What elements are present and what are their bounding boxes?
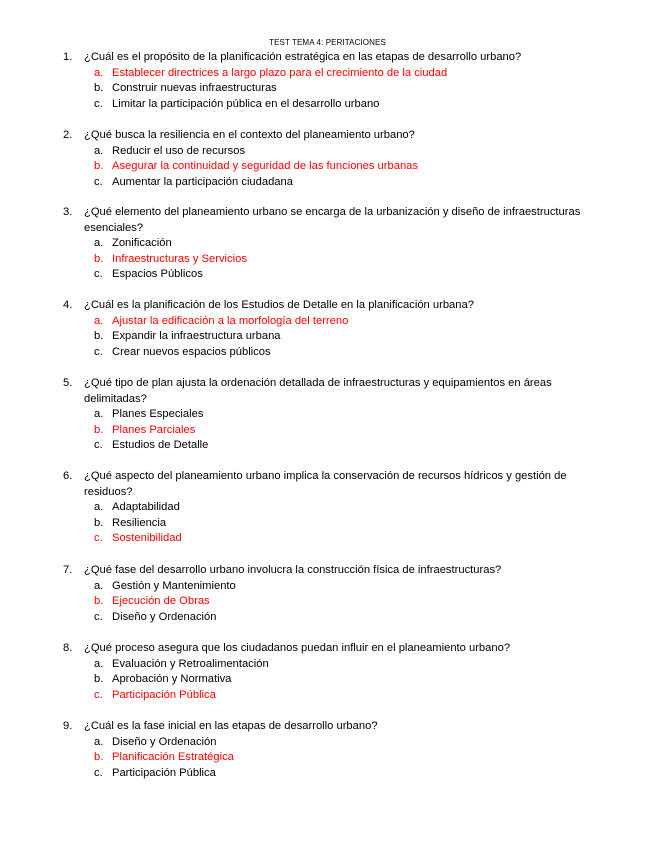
option-letter: b. [94,516,104,529]
option-letter: b. [94,252,104,265]
option-c [94,610,655,626]
question-7 [0,563,655,625]
question-3 [0,205,655,283]
option-letter: a. [94,657,104,670]
option-letter: c. [94,439,103,451]
option-text: Limitar la participación pública en el desarrollo urbano [112,97,380,110]
option-letter: a. [94,237,104,249]
question-number: 1. [63,51,73,63]
option-letter: b. [94,751,104,763]
question-text [63,50,614,66]
option-c [94,766,655,782]
question-number: 3. [63,206,73,218]
option-letter: b. [94,673,104,685]
option-text: Adaptabilidad [112,501,180,513]
option-text: Aumentar la participación ciudadana [112,175,293,188]
option-text: Diseño y Ordenación [112,610,217,623]
option-text: Aprobación y Normativa [112,673,232,685]
option-b [94,81,655,97]
option-letter: c. [94,97,103,110]
option-letter: a. [94,735,104,748]
option-text: Infraestructuras y Servicios [112,252,247,265]
option-text: Participación Pública [112,766,216,779]
option-a [94,407,655,423]
question-text [63,563,614,579]
option-text: Ajustar la edificación a la morfología del terreno [112,314,349,327]
question-label: ¿Cuál es la planificación de los Estudios de Detalle en la planificación urbana? [84,299,474,311]
option-a [94,66,655,82]
question-8 [0,641,655,703]
question-number: 8. [63,642,73,654]
option-letter: c. [94,175,103,188]
option-c [94,267,655,283]
question-text [63,128,614,144]
question-text [63,298,614,314]
option-text: Crear nuevos espacios públicos [112,345,271,358]
question-9 [0,719,655,781]
question-1 [0,50,655,112]
option-text: Ejecución de Obras [112,595,210,607]
option-letter: a. [94,408,104,420]
option-b [94,750,655,766]
option-letter: c. [94,532,103,544]
option-text: Planificación Estratégica [112,751,234,763]
option-letter: a. [94,501,104,513]
option-b [94,516,655,532]
document-title: TEST TEMA 4: PERITACIONES [269,38,386,47]
option-text: Sostenibilidad [112,532,182,544]
question-label: ¿Cuál es la fase inicial en las etapas de desarrollo urbano? [84,720,378,732]
option-text: Participación Pública [112,688,216,701]
question-4 [0,298,655,360]
option-b [94,672,655,688]
option-b [94,329,655,345]
option-text: Resiliencia [112,516,167,529]
option-c [94,688,655,704]
option-letter: a. [94,144,104,157]
question-label: ¿Qué elemento del planeamiento urbano se encarga de la urbanización y diseño de infraestructuras esenciales? [84,206,581,234]
option-text: Expandir la infraestructura urbana [112,330,281,342]
option-b [94,159,655,175]
option-text: Asegurar la continuidad y seguridad de las funciones urbanas [112,160,418,172]
option-letter: c. [94,610,103,623]
question-number: 7. [63,564,73,576]
question-6 [0,469,655,547]
option-letter: c. [94,688,103,701]
option-c [94,97,655,113]
question-text [63,641,614,657]
option-a [94,500,655,516]
question-number: 6. [63,470,73,482]
option-a [94,657,655,673]
option-letter: c. [94,766,103,779]
option-b [94,594,655,610]
option-c [94,345,655,361]
option-letter: c. [94,268,103,280]
option-letter: b. [94,82,104,94]
question-number: 4. [63,299,73,311]
option-letter: c. [94,345,103,358]
question-5 [0,376,655,454]
question-label: ¿Qué busca la resiliencia en el contexto del planeamiento urbano? [84,129,415,141]
option-letter: a. [94,314,104,327]
option-text: Construir nuevas infraestructuras [112,82,277,94]
option-text: Diseño y Ordenación [112,735,217,748]
question-label: ¿Qué proceso asegura que los ciudadanos puedan influir en el planeamiento urbano? [84,642,511,654]
option-text: Zonificación [112,237,172,249]
option-c [94,175,655,191]
option-c [94,531,655,547]
option-letter: b. [94,595,104,607]
option-a [94,314,655,330]
question-number: 9. [63,720,73,732]
option-letter: b. [94,160,104,172]
option-b [94,423,655,439]
option-a [94,236,655,252]
question-number: 2. [63,129,73,141]
option-a [94,735,655,751]
option-text: Reducir el uso de recursos [112,144,246,157]
option-letter: b. [94,423,104,436]
option-text: Gestión y Mantenimiento [112,579,236,592]
option-c [94,438,655,454]
question-label: ¿Qué tipo de plan ajusta la ordenación detallada de infraestructuras y equipamientos en áreas delimitadas? [84,377,552,405]
option-b [94,252,655,268]
option-text: Planes Parciales [112,423,196,436]
option-letter: a. [94,66,104,79]
question-2 [0,128,655,190]
question-label: ¿Qué fase del desarrollo urbano involucra la construcción física de infraestructuras? [84,564,502,576]
question-text [63,469,614,500]
option-text: Planes Especiales [112,408,204,420]
option-letter: b. [94,330,104,342]
option-a [94,144,655,160]
question-label: ¿Qué aspecto del planeamiento urbano implica la conservación de recursos hídricos y gestión de residuos? [84,470,567,498]
question-text [63,376,614,407]
option-letter: a. [94,579,104,592]
option-a [94,579,655,595]
question-text [63,205,614,236]
question-text [63,719,614,735]
option-text: Establecer directrices a largo plazo para el crecimiento de la ciudad [112,66,448,79]
question-label: ¿Cuál es el propósito de la planificación estratégica en las etapas de desarrollo urbano? [84,51,522,63]
option-text: Evaluación y Retroalimentación [112,657,269,670]
option-text: Estudios de Detalle [112,439,209,451]
question-number: 5. [63,377,73,389]
option-text: Espacios Públicos [112,268,203,280]
